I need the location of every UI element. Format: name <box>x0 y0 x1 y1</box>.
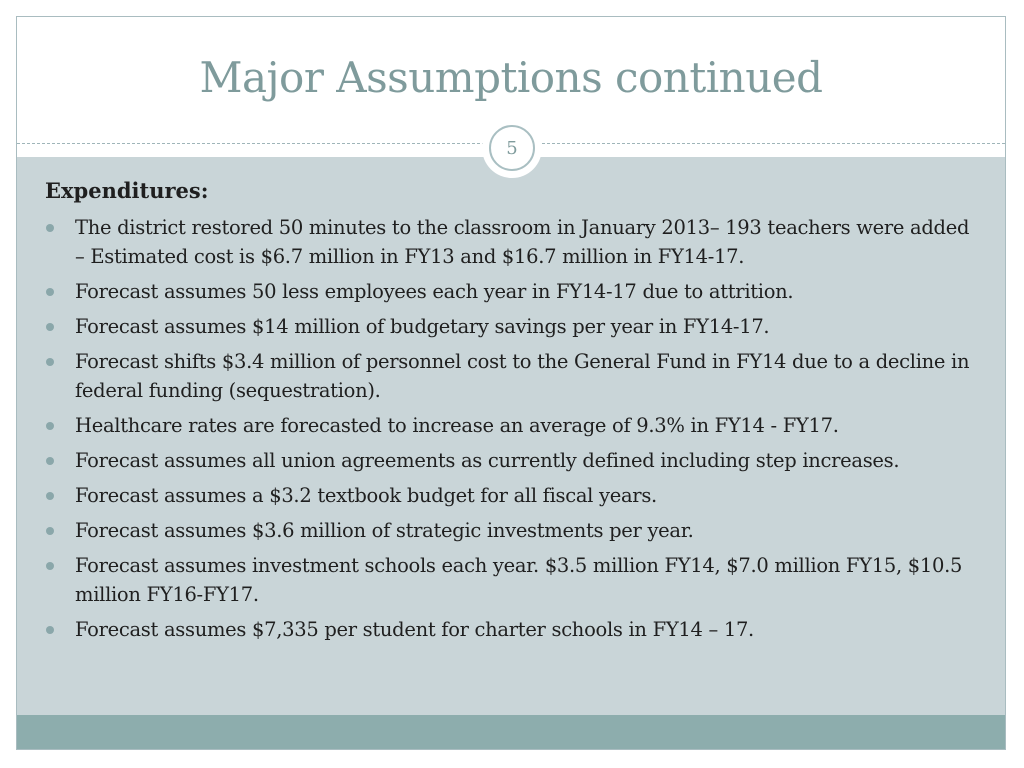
bullet-icon <box>46 492 54 500</box>
list-item <box>45 213 975 271</box>
bullet-icon <box>46 626 54 634</box>
bullet-text: Forecast assumes investment schools each year. $3.5 million FY14, $7.0 million FY15, $10.5 million FY16-FY17. <box>75 554 963 606</box>
list-item <box>45 551 975 609</box>
bullet-icon <box>46 527 54 535</box>
bullet-list <box>45 213 975 644</box>
list-item <box>45 481 975 510</box>
list-item <box>45 446 975 475</box>
bullet-icon <box>46 323 54 331</box>
bullet-icon <box>46 224 54 232</box>
list-item <box>45 615 975 644</box>
page-number-badge <box>482 118 542 178</box>
bullet-text: Forecast assumes $14 million of budgetary savings per year in FY14-17. <box>75 315 770 338</box>
bullet-text: Forecast assumes a $3.2 textbook budget for all fiscal years. <box>75 484 657 507</box>
slide <box>16 16 1006 750</box>
slide-title: Major Assumptions continued <box>199 53 823 102</box>
slide-body <box>45 177 975 650</box>
bullet-text: Forecast shifts $3.4 million of personnel cost to the General Fund in FY14 due to a decline in federal funding (sequestration). <box>75 350 970 402</box>
page-number: 5 <box>489 125 535 171</box>
bullet-icon <box>46 358 54 366</box>
footer-band <box>17 715 1005 749</box>
bullet-icon <box>46 457 54 465</box>
bullet-text: Forecast assumes all union agreements as currently defined including step increases. <box>75 449 900 472</box>
bullet-icon <box>46 422 54 430</box>
bullet-icon <box>46 288 54 296</box>
section-heading: Expenditures: <box>45 178 209 203</box>
list-item <box>45 312 975 341</box>
list-item <box>45 411 975 440</box>
bullet-text: Healthcare rates are forecasted to increase an average of 9.3% in FY14 - FY17. <box>75 414 839 437</box>
bullet-text: Forecast assumes $7,335 per student for charter schools in FY14 – 17. <box>75 618 754 641</box>
list-item <box>45 516 975 545</box>
list-item <box>45 347 975 405</box>
bullet-text: The district restored 50 minutes to the classroom in January 2013– 193 teachers were added – Estimated cost is $6.7 million in FY13 and $16.7 million in FY14-17. <box>75 216 970 268</box>
bullet-text: Forecast assumes 50 less employees each year in FY14-17 due to attrition. <box>75 280 794 303</box>
list-item <box>45 277 975 306</box>
bullet-icon <box>46 562 54 570</box>
bullet-text: Forecast assumes $3.6 million of strategic investments per year. <box>75 519 694 542</box>
